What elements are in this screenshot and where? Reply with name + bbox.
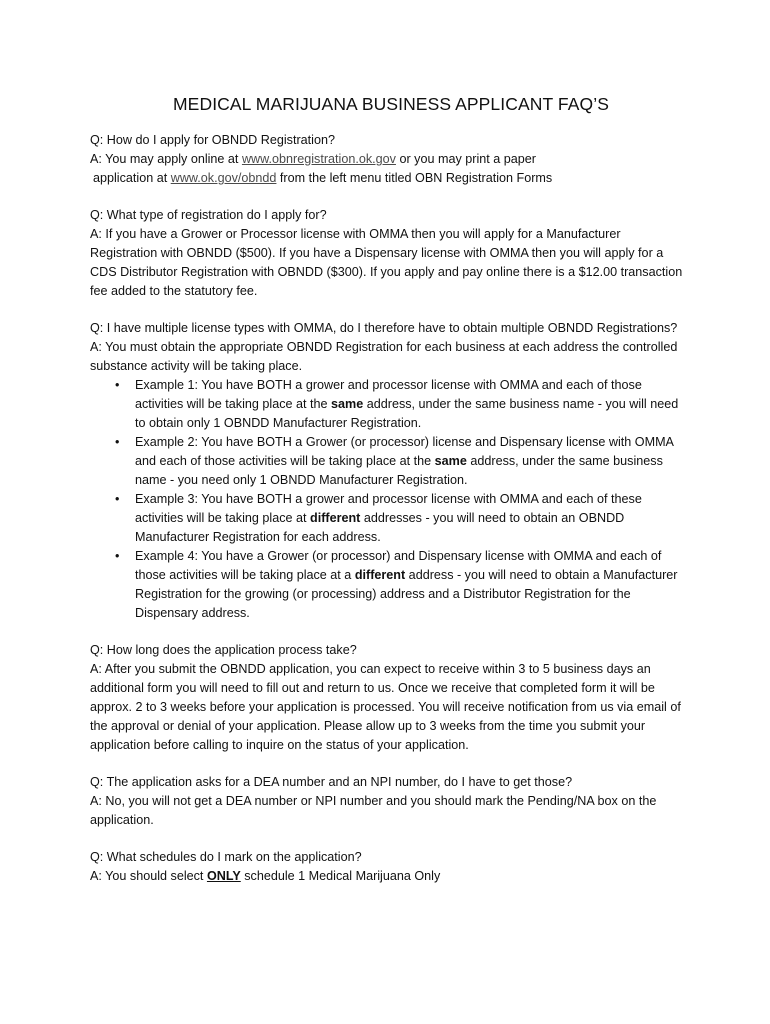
ok-gov-obndd-link[interactable]: www.ok.gov/obndd (170, 171, 277, 185)
faq-answer: A: If you have a Grower or Processor license with OMMA then you will apply for a Manufacturer Registration with OBNDD ($500). If you have a Dispensary license with OMMA then you will apply for a CDS Distributor Registration with OBNDD ($300). If you apply and pay online there is a $12.00 transaction fee added to the statutory fee. (90, 227, 683, 298)
example-list (90, 376, 690, 623)
faq-registration-type (90, 206, 690, 301)
faq-question: Q: The application asks for a DEA number and an NPI number, do I have to get those? (90, 775, 573, 789)
faq-question: Q: I have multiple license types with OMMA, do I therefore have to obtain multiple OBNDD Registrations? (90, 321, 678, 335)
answer-text: from the left menu titled OBN Registration Forms (276, 171, 553, 185)
faq-answer: A: You should select ONLY schedule 1 Medical Marijuana Only (90, 869, 441, 883)
page-title: MEDICAL MARIJUANA BUSINESS APPLICANT FAQ’S (173, 94, 609, 114)
answer-text: A: You may apply online at (90, 152, 242, 166)
faq-processing-time (90, 641, 690, 755)
faq-answer (90, 150, 690, 169)
list-item: • Example 1: You have BOTH a grower and processor license with OMMA and each of those activities will be taking place at the same address, under the same business name - you will need to obtain only 1 OBNDD Manufacturer Registration. (135, 376, 690, 433)
faq-schedules (90, 848, 690, 886)
answer-text: application at (93, 171, 171, 185)
faq-answer-cont (90, 169, 690, 188)
list-item: • Example 4: You have a Grower (or processor) and Dispensary license with OMMA and each of those activities will be taking place at a different address - you will need to obtain a Manufacturer Registration for the growing (or processing) address and a Distributor Registration for the Dispensary address. (135, 547, 690, 623)
obn-registration-link[interactable]: www.obnregistration.ok.gov (241, 152, 396, 166)
faq-dea-npi (90, 773, 690, 830)
faq-multiple-licenses (90, 319, 690, 623)
list-item: • Example 2: You have BOTH a Grower (or processor) license and Dispensary license with OMMA and each of those activities will be taking place at the same address, under the same business name - you need only 1 OBNDD Manufacturer Registration. (135, 433, 690, 490)
faq-question: Q: How long does the application process take? (90, 643, 357, 657)
only-emphasis: ONLY (206, 869, 241, 883)
faq-answer: A: No, you will not get a DEA number or NPI number and you should mark the Pending/NA box on the application. (90, 794, 657, 827)
faq-answer: A: After you submit the OBNDD application, you can expect to receive within 3 to 5 business days an additional form you will need to fill out and return to us. Once we receive that completed form it will be approx. 2 to 3 weeks before your application is processed. You will receive notification from us via email of the approval or denial of your application. Please allow up to 3 weeks from the time you submit your application before calling to inquire on the status of your application. (90, 662, 681, 752)
faq-question: Q: How do I apply for OBNDD Registration? (90, 133, 335, 147)
faq-answer: A: You must obtain the appropriate OBNDD Registration for each business at each address the controlled substance activity will be taking place. (90, 340, 678, 373)
faq-question: Q: What schedules do I mark on the application? (90, 850, 362, 864)
list-item: • Example 3: You have BOTH a grower and processor license with OMMA and each of these activities will be taking place at different addresses - you will need to obtain an OBNDD Manufacturer Registration for each address. (135, 490, 690, 547)
faq-question: Q: What type of registration do I apply for? (90, 208, 327, 222)
faq-apply (90, 131, 690, 188)
answer-text: or you may print a paper (395, 152, 536, 166)
